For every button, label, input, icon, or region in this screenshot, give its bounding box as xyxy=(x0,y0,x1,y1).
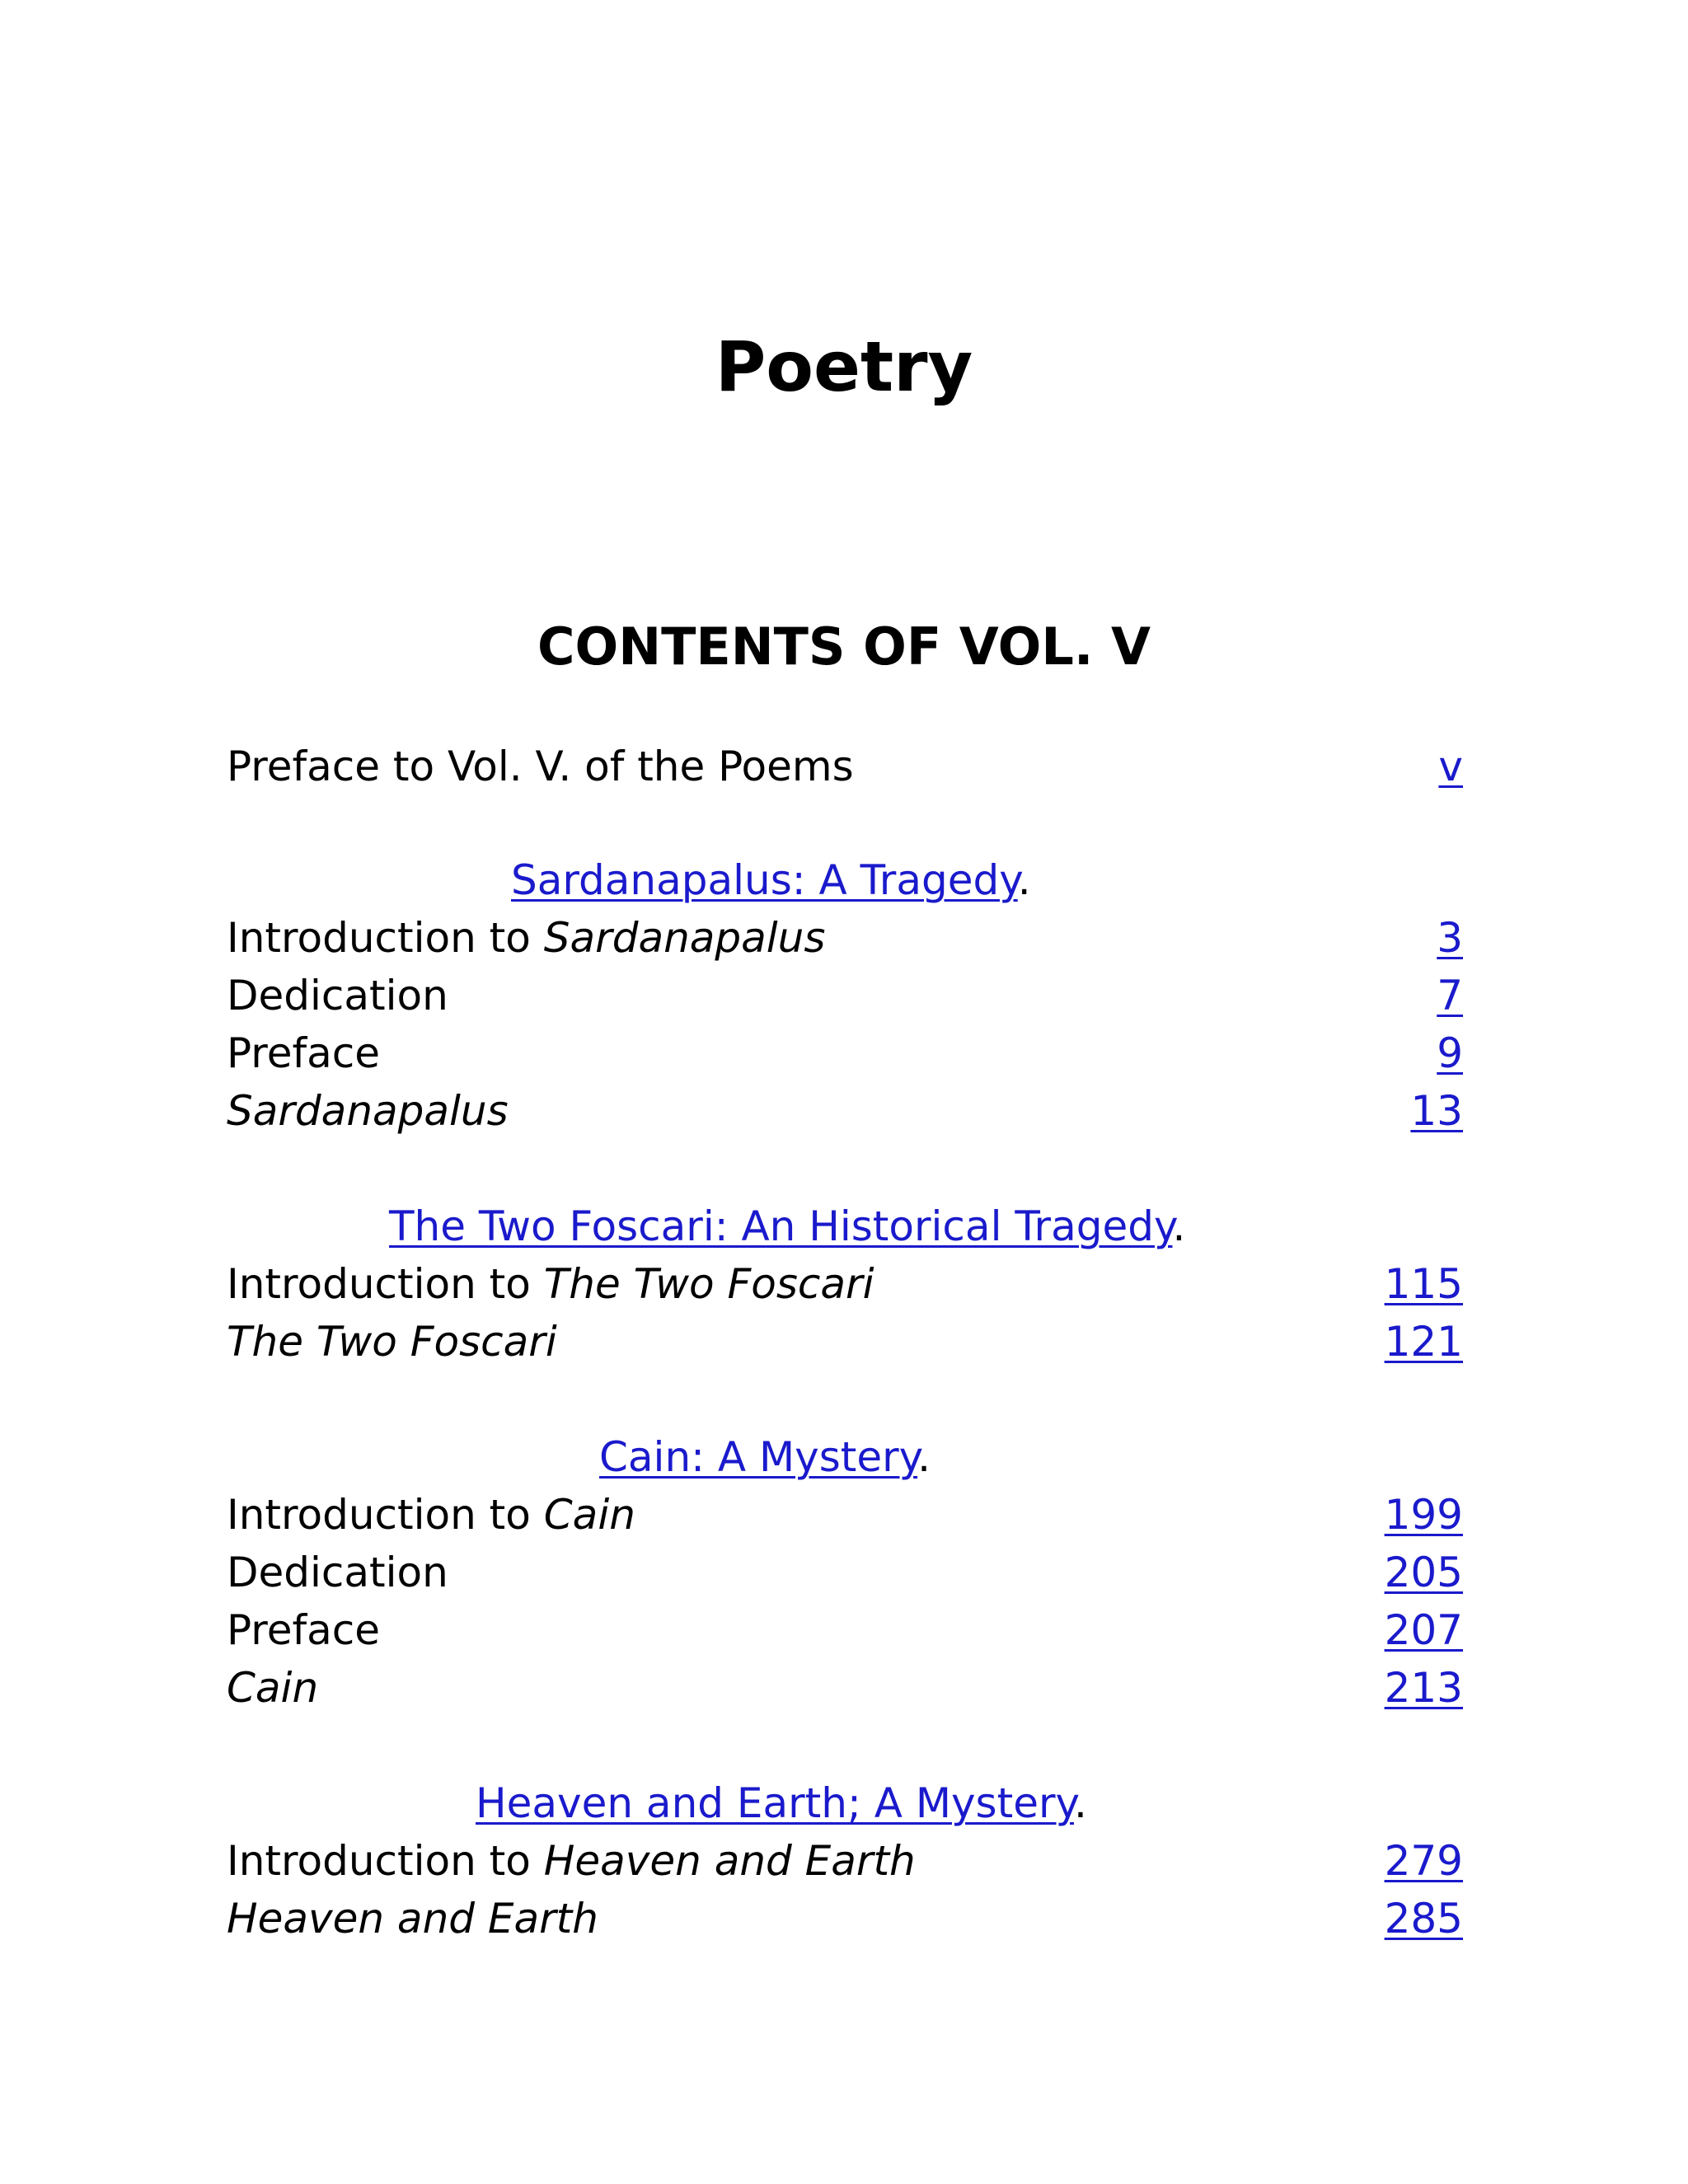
toc-entry xyxy=(227,1486,1463,1544)
toc-page-link[interactable]: 199 xyxy=(1384,1491,1463,1539)
toc-page-link[interactable]: v xyxy=(1438,743,1463,790)
toc-entry-label: Introduction to The Two Foscari xyxy=(227,1260,874,1308)
toc-page-link[interactable]: 13 xyxy=(1410,1087,1463,1135)
toc-page-link[interactable]: 121 xyxy=(1384,1318,1463,1366)
toc-entry xyxy=(227,1082,1463,1140)
section-heading-sardanapalus xyxy=(227,851,1463,909)
section-link[interactable]: Cain: A Mystery xyxy=(599,1433,918,1481)
toc-entry-preface-vol xyxy=(227,738,1463,795)
toc-page-link[interactable]: 279 xyxy=(1384,1837,1463,1885)
toc-page-link[interactable]: 207 xyxy=(1384,1606,1463,1654)
toc-entry-label: Dedication xyxy=(227,1549,448,1596)
section-heading-punct: . xyxy=(917,1433,931,1481)
toc-entry-label: Introduction to Sardanapalus xyxy=(227,914,826,962)
toc-page-link[interactable]: 205 xyxy=(1384,1549,1463,1596)
toc-entry-label: Introduction to Cain xyxy=(227,1491,635,1539)
page-title: Poetry xyxy=(715,326,973,407)
toc-entry xyxy=(227,1544,1463,1601)
toc-page-link[interactable]: 285 xyxy=(1384,1895,1463,1943)
section-heading-punct: . xyxy=(1017,856,1031,904)
section-heading-cain xyxy=(227,1428,1463,1486)
toc-entry xyxy=(227,1024,1463,1082)
toc-entry-label: Preface to Vol. V. of the Poems xyxy=(227,743,854,790)
toc-page-link[interactable]: 7 xyxy=(1437,972,1463,1019)
section-link[interactable]: The Two Foscari: An Historical Tragedy xyxy=(389,1202,1173,1250)
toc-entry xyxy=(227,967,1463,1024)
toc-entry-label: Dedication xyxy=(227,972,448,1019)
toc-entry-label: Heaven and Earth xyxy=(227,1895,598,1943)
toc-entry-label: Cain xyxy=(227,1664,319,1712)
toc-entry-label: Preface xyxy=(227,1029,380,1077)
section-heading-two-foscari xyxy=(227,1197,1463,1255)
toc-entry xyxy=(227,1255,1463,1313)
toc-entry xyxy=(227,1832,1463,1890)
toc-entry xyxy=(227,1601,1463,1659)
section-link[interactable]: Sardanapalus: A Tragedy xyxy=(511,856,1018,904)
toc-page-link[interactable]: 3 xyxy=(1437,914,1463,962)
toc-page-link[interactable]: 115 xyxy=(1384,1260,1463,1308)
toc-entry-label: Sardanapalus xyxy=(227,1087,509,1135)
toc-entry xyxy=(227,1313,1463,1371)
toc-entry xyxy=(227,909,1463,967)
section-heading-punct: . xyxy=(1172,1202,1186,1250)
toc-page-link[interactable]: 213 xyxy=(1384,1664,1463,1712)
section-heading-punct: . xyxy=(1073,1779,1087,1827)
section-heading-heaven-and-earth xyxy=(227,1774,1463,1832)
contents-heading: CONTENTS OF VOL. V xyxy=(537,616,1151,677)
toc-page-link[interactable]: 9 xyxy=(1437,1029,1463,1077)
toc-entry-label: Preface xyxy=(227,1606,380,1654)
toc-entry-label: The Two Foscari xyxy=(227,1318,557,1366)
section-link[interactable]: Heaven and Earth; A Mystery xyxy=(476,1779,1074,1827)
toc-entry-label: Introduction to Heaven and Earth xyxy=(227,1837,916,1885)
toc-entry xyxy=(227,1659,1463,1717)
toc-entry xyxy=(227,1890,1463,1947)
